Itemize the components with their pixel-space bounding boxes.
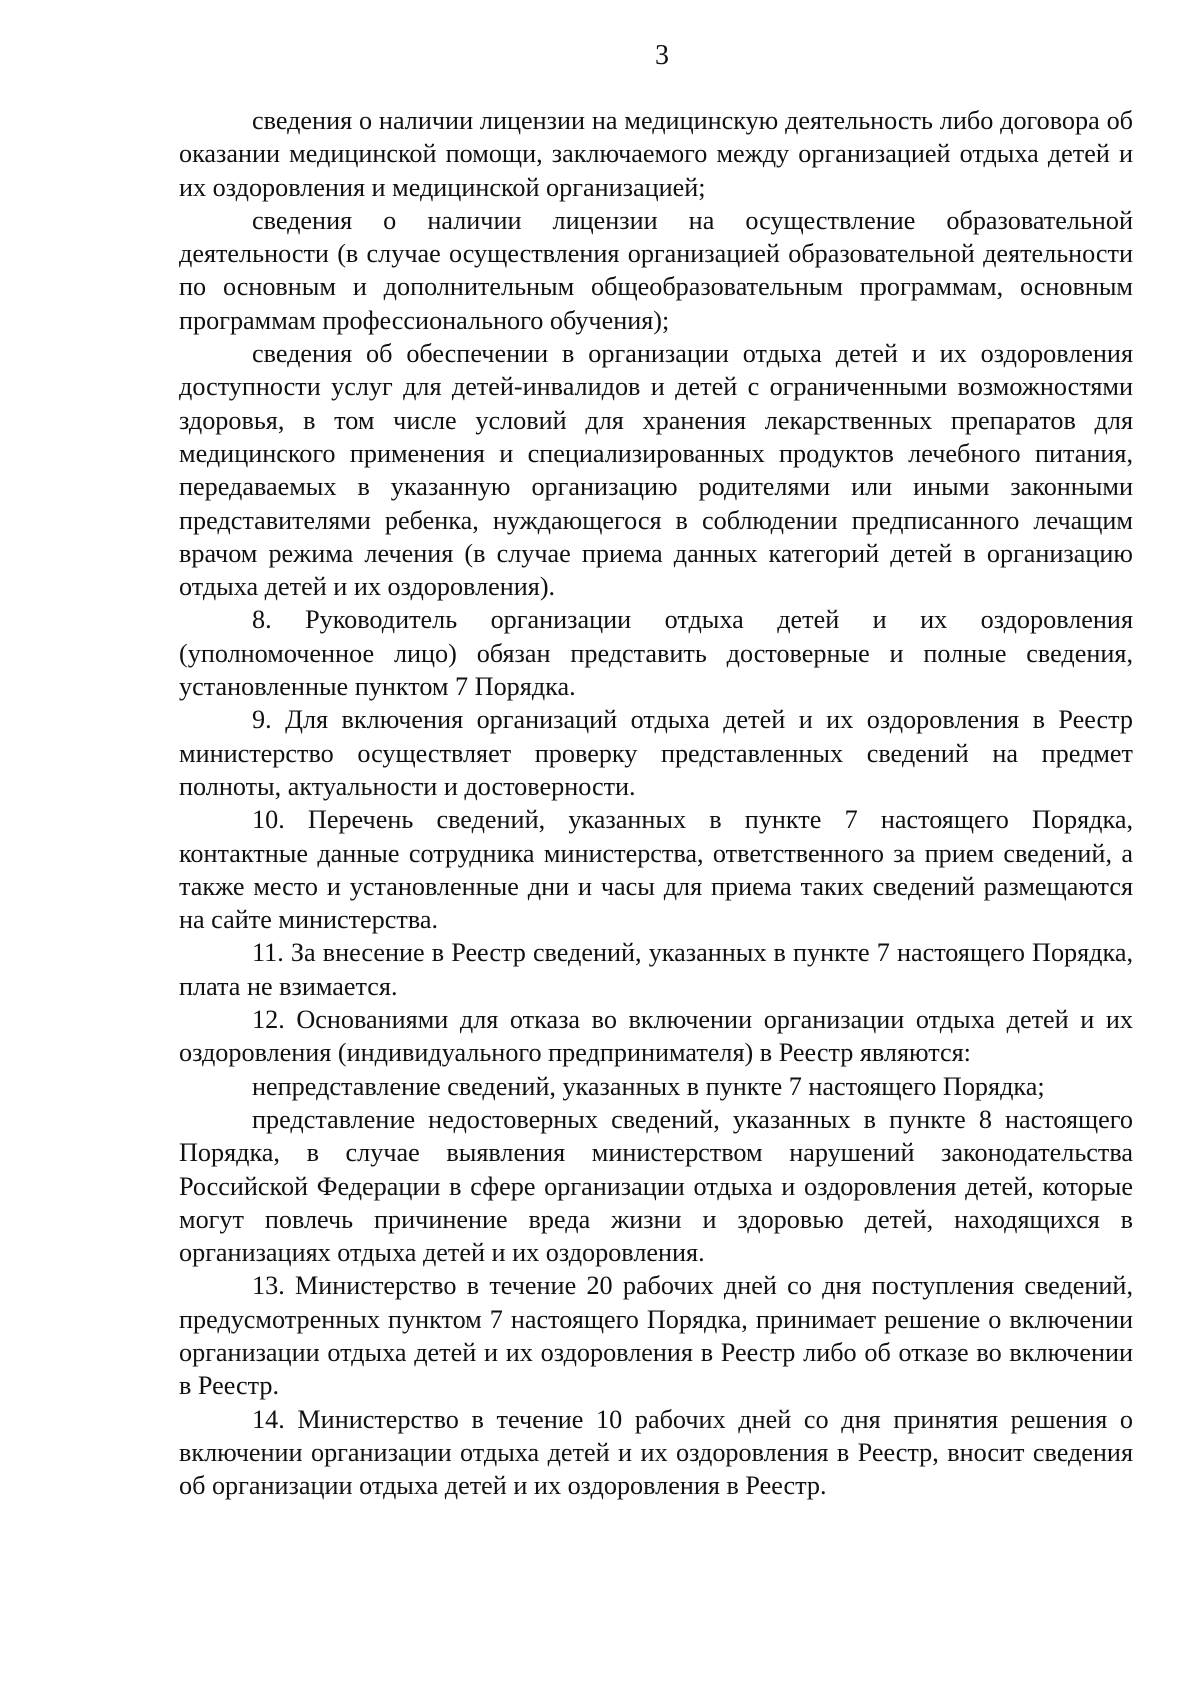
paragraph-accessibility: сведения об обеспечении в организации отдыха детей и их оздоровления доступности услуг для детей-инвалидов и детей с ограниченными возможностями здоровья, в том числе условий для хранения лекарственных препаратов для медицинского применения и специализированных продуктов лечебного питания, передаваемых в указанную организацию родителями или иными законными представителями ребенка, нуждающегося в соблюдении предписанного лечащим врачом режима лечения (в случае приема данных категорий детей в организацию отдыха детей и их оздоровления). xyxy=(179,339,1133,602)
paragraph-item-9: 9. Для включения организаций отдыха детей и их оздоровления в Реестр министерство осуществляет проверку представленных сведений на предмет полноты, актуальности и достоверности. xyxy=(179,705,1133,801)
paragraph-license-medical: сведения о наличии лицензии на медицинскую деятельность либо договора об оказании медицинской помощи, заключаемого между организацией отдыха детей и их оздоровления и медицинской организацией; xyxy=(179,106,1133,202)
document-body xyxy=(179,104,1133,1502)
paragraph-refusal-reason-2: представление недостоверных сведений, указанных в пункте 8 настоящего Порядка, в случае выявления министерством нарушений законодательства Российской Федерации в сфере организации отдыха и оздоровления детей, которые могут повлечь причинение вреда жизни и здоровью детей, находящихся в организациях отдыха детей и их оздоровления. xyxy=(179,1104,1133,1268)
paragraph-license-education: сведения о наличии лицензии на осуществление образовательной деятельности (в случае осуществления организацией образовательной деятельности по основным и дополнительным общеобразовательным программам, основным программам профессионального обучения); xyxy=(179,205,1133,335)
paragraph-item-13: 13. Министерство в течение 20 рабочих дней со дня поступления сведений, предусмотренных пунктом 7 настоящего Порядка, принимает решение о включении организации отдыха детей и их оздоровления в Реестр либо об отказе во включении в Реестр. xyxy=(179,1271,1133,1401)
paragraph-item-12: 12. Основаниями для отказа во включении организации отдыха детей и их оздоровления (индивидуального предпринимателя) в Реестр являются: xyxy=(179,1005,1133,1068)
page-number: 3 xyxy=(655,40,669,71)
paragraph-refusal-reason-1: непредставление сведений, указанных в пункте 7 настоящего Порядка; xyxy=(252,1071,1045,1101)
paragraph-item-8: 8. Руководитель организации отдыха детей и их оздоровления (уполномоченное лицо) обязан представить достоверные и полные сведения, установленные пунктом 7 Порядка. xyxy=(179,605,1133,702)
paragraph-item-10: 10. Перечень сведений, указанных в пункте 7 настоящего Порядка, контактные данные сотрудника министерства, ответственного за прием сведений, а также место и установленные дни и часы для приема таких сведений размещаются на сайте министерства. xyxy=(179,805,1133,935)
paragraph-item-14: 14. Министерство в течение 10 рабочих дней со дня принятия решения о включении организации отдыха детей и их оздоровления в Реестр, вносит сведения об организации отдыха детей и их оздоровления в Реестр. xyxy=(179,1404,1133,1501)
paragraph-item-11: 11. За внесение в Реестр сведений, указанных в пункте 7 настоящего Порядка, плата не взимается. xyxy=(179,938,1133,1001)
